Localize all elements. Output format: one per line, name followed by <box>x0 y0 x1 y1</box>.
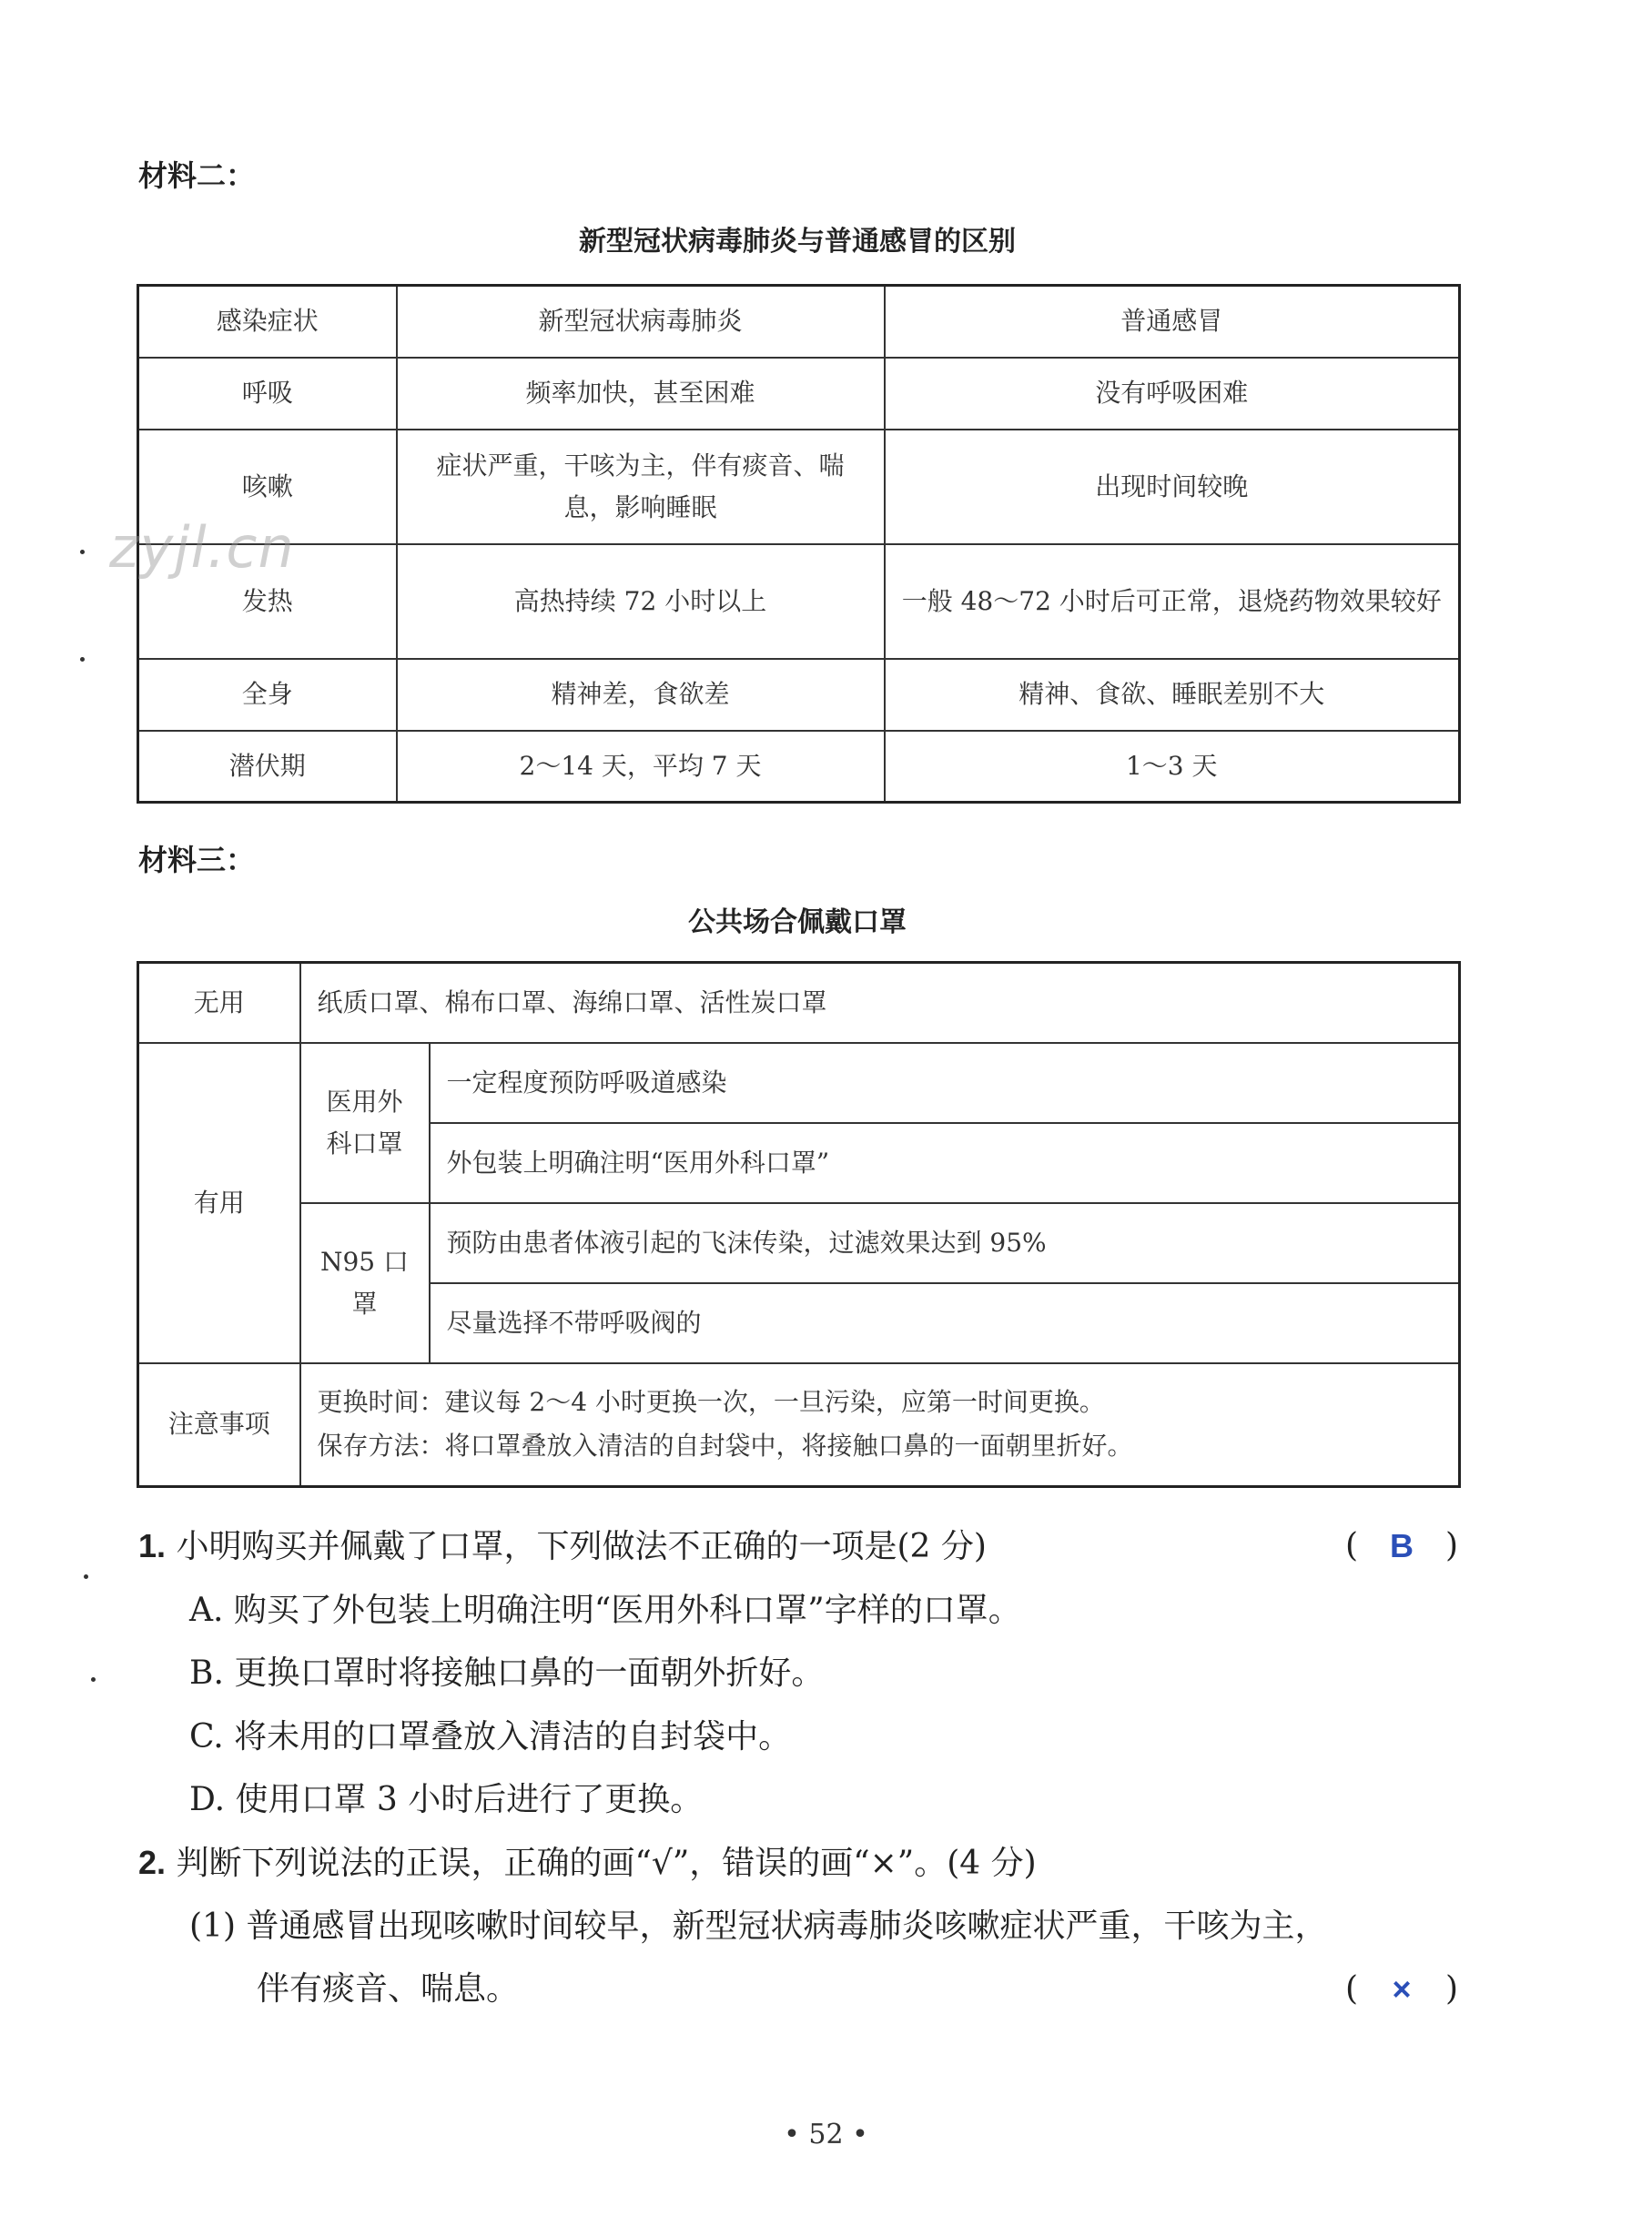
margin-dot <box>80 550 85 554</box>
table-row <box>138 358 1460 430</box>
margin-dot <box>91 1677 96 1682</box>
cold-cell: 没有呼吸困难 <box>885 358 1460 430</box>
margin-dot <box>80 657 85 662</box>
q1-answer-box <box>1345 1523 1458 1569</box>
n95-item: 尽量选择不带呼吸阀的 <box>430 1283 1460 1363</box>
q1-answer: B <box>1390 1527 1414 1564</box>
page-number: • 52 • <box>784 2119 868 2150</box>
header-cell: 新型冠状病毒肺炎 <box>397 286 885 358</box>
useless-label: 无用 <box>138 963 300 1043</box>
surgical-item: 外包装上明确注明“医用外科口罩” <box>430 1123 1460 1203</box>
covid-cell: 频率加快，甚至困难 <box>397 358 885 430</box>
symptom-cell: 发热 <box>138 544 397 659</box>
material2-caption: 新型冠状病毒肺炎与普通感冒的区别 <box>579 226 1016 258</box>
table-row <box>138 659 1460 731</box>
watermark: zyjl.cn <box>109 514 295 581</box>
q2-stem-line <box>138 1840 1037 1887</box>
q2-item1-line2: 伴有痰音、喘息。 <box>257 1970 520 2008</box>
q1-stem: 小明购买并佩戴了口罩，下列做法不正确的一项是(2 分) <box>176 1528 987 1565</box>
q2-stem: 判断下列说法的正误，正确的画“√”，错误的画“×”。(4 分) <box>176 1845 1037 1882</box>
symptom-cell: 潜伏期 <box>138 731 397 803</box>
table-row <box>138 1363 1460 1487</box>
note-line: 更换时间：建议每 2～4 小时更换一次，一旦污染，应第一时间更换。 <box>317 1387 1105 1418</box>
covid-cell: 症状严重，干咳为主，伴有痰音、喘息，影响睡眠 <box>397 430 885 544</box>
material3-heading: 材料三： <box>138 843 256 877</box>
n95-mask-label: N95 口罩 <box>300 1203 430 1363</box>
q2-item1-line1: (1) 普通感冒出现咳嗽时间较早，新型冠状病毒肺炎咳嗽症状严重，干咳为主， <box>189 1907 1328 1945</box>
table-row <box>138 544 1460 659</box>
cold-cell: 精神、食欲、睡眠差别不大 <box>885 659 1460 731</box>
cold-cell: 1～3 天 <box>885 731 1460 803</box>
paren-open: ( <box>1345 1527 1359 1564</box>
cold-cell: 一般 48～72 小时后可正常，退烧药物效果较好 <box>885 544 1460 659</box>
paren-close: ) <box>1444 1970 1458 2008</box>
covid-vs-cold-table <box>137 284 1461 804</box>
material2-heading: 材料二： <box>138 158 256 193</box>
q1-number: 1. <box>138 1527 167 1564</box>
note-line: 保存方法：将口罩叠放入清洁的自封袋中，将接触口鼻的一面朝里折好。 <box>317 1431 1133 1462</box>
table-row <box>138 1043 1460 1123</box>
covid-cell: 2～14 天，平均 7 天 <box>397 731 885 803</box>
paren-open: ( <box>1345 1970 1359 2008</box>
table-header-row <box>138 286 1460 358</box>
surgical-mask-label: 医用外科口罩 <box>300 1043 430 1203</box>
cold-cell: 出现时间较晚 <box>885 430 1460 544</box>
header-cell: 感染症状 <box>138 286 397 358</box>
header-cell: 普通感冒 <box>885 286 1460 358</box>
covid-cell: 高热持续 72 小时以上 <box>397 544 885 659</box>
q1-option: B. 更换口罩时将接触口鼻的一面朝外折好。 <box>189 1654 825 1692</box>
n95-item: 预防由患者体液引起的飞沫传染，过滤效果达到 95% <box>430 1203 1460 1283</box>
q1-option: A. 购买了外包装上明确注明“医用外科口罩”字样的口罩。 <box>189 1592 1021 1629</box>
q2-answer-box <box>1345 1967 1458 2012</box>
q1-option: C. 将未用的口罩叠放入清洁的自封袋中。 <box>189 1718 792 1756</box>
table-row <box>138 1203 1460 1283</box>
margin-dot <box>84 1574 88 1579</box>
table-row <box>138 731 1460 803</box>
useless-text: 纸质口罩、棉布口罩、海绵口罩、活性炭口罩 <box>300 963 1460 1043</box>
table-row <box>138 430 1460 544</box>
paren-close: ) <box>1444 1527 1458 1564</box>
q1-stem-line <box>138 1523 987 1570</box>
material3-caption: 公共场合佩戴口罩 <box>688 906 907 938</box>
notes-label: 注意事项 <box>138 1363 300 1487</box>
symptom-cell: 呼吸 <box>138 358 397 430</box>
q2-answer: × <box>1392 1970 1412 2008</box>
q2-number: 2. <box>138 1844 167 1881</box>
mask-table <box>137 961 1461 1488</box>
q1-option: D. 使用口罩 3 小时后进行了更换。 <box>189 1781 704 1818</box>
surgical-item: 一定程度预防呼吸道感染 <box>430 1043 1460 1123</box>
useful-label: 有用 <box>138 1043 300 1363</box>
notes-cell <box>300 1363 1460 1487</box>
covid-cell: 精神差，食欲差 <box>397 659 885 731</box>
symptom-cell: 全身 <box>138 659 397 731</box>
table-row <box>138 963 1460 1043</box>
symptom-cell: 咳嗽 <box>138 430 397 544</box>
